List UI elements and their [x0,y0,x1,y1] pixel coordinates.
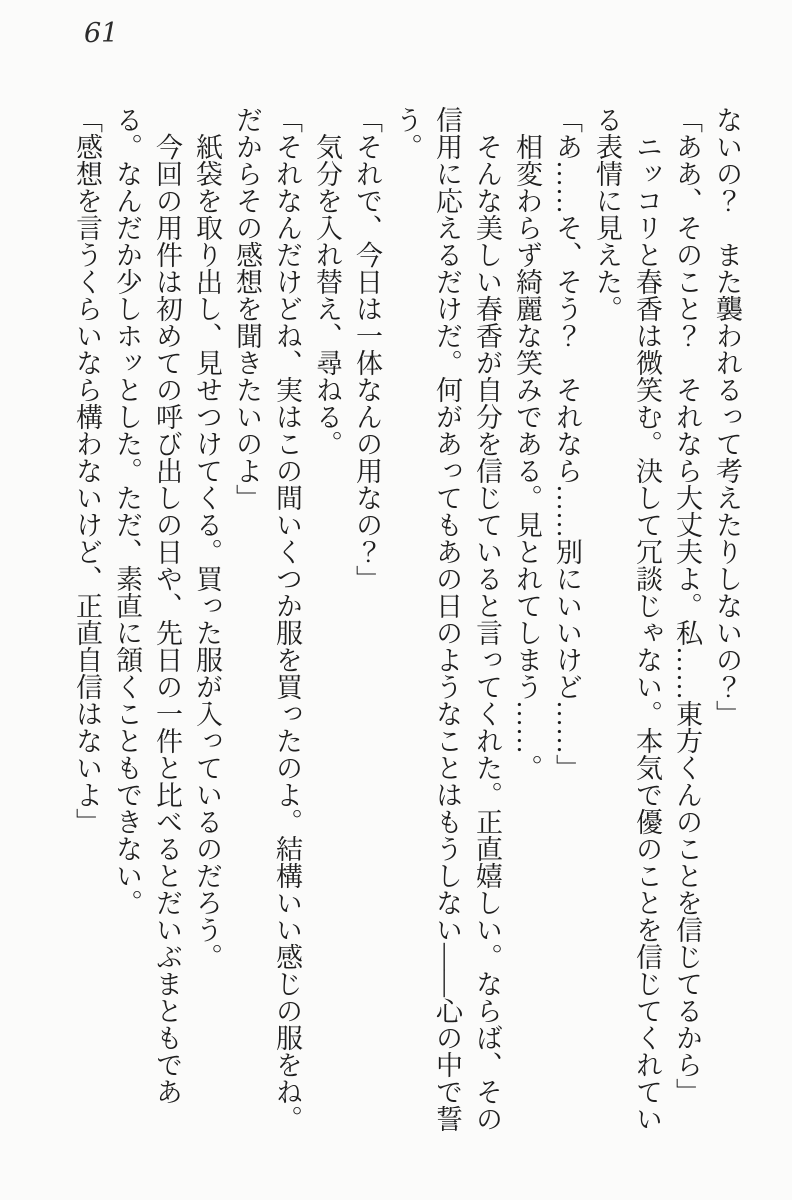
page-number: 61 [84,18,119,49]
paragraph: ニッコリと春香は微笑む。決して冗談じゃない。本気で優のことを信じてくれている表情に見えた。 [592,106,662,1132]
paragraph: そんな美しい春香が自分を信じていると言ってくれた。正直嬉しい。ならば、その信用に応えるだけだ。何があってもあの日のようなことはもうしない——心の中で誓う。 [392,106,502,1132]
paragraph: 「感想を言うくらいなら構わないけど、正直自信はないよ」 [72,106,102,835]
paragraph: 紙袋を取り出し、見せつけてくる。買った服が入っているのだろう。 [192,133,222,970]
paragraph: 「それで、今日は一体なんの用なの？」 [352,106,382,592]
paragraph: 相変わらず綺麗な笑みである。見とれてしまう……。 [512,133,542,781]
paragraph: ないの？ また襲われるって考えたりしないの？」 [712,106,742,727]
text-block [67,106,747,1132]
paragraph: 「ああ、そのこと？ それなら大丈夫よ。私……東方くんのことを信じてるから」 [672,106,702,1105]
paragraph: 「それなんだけどね、実はこの間いくつか服を買ったのよ。結構いい感じの服をね。だからその感想を聞きたいのよ」 [232,106,302,1132]
paragraph: 「あ……そ、そう？ それなら……別にいいけど……」 [552,106,582,781]
paragraph: 気分を入れ替え、尋ねる。 [312,133,342,457]
paragraph: 今回の用件は初めての呼び出しの日や、先日の一件と比べるとだいぶまともである。なんだか少しホッとした。ただ、素直に頷くこともできない。 [112,106,182,1105]
